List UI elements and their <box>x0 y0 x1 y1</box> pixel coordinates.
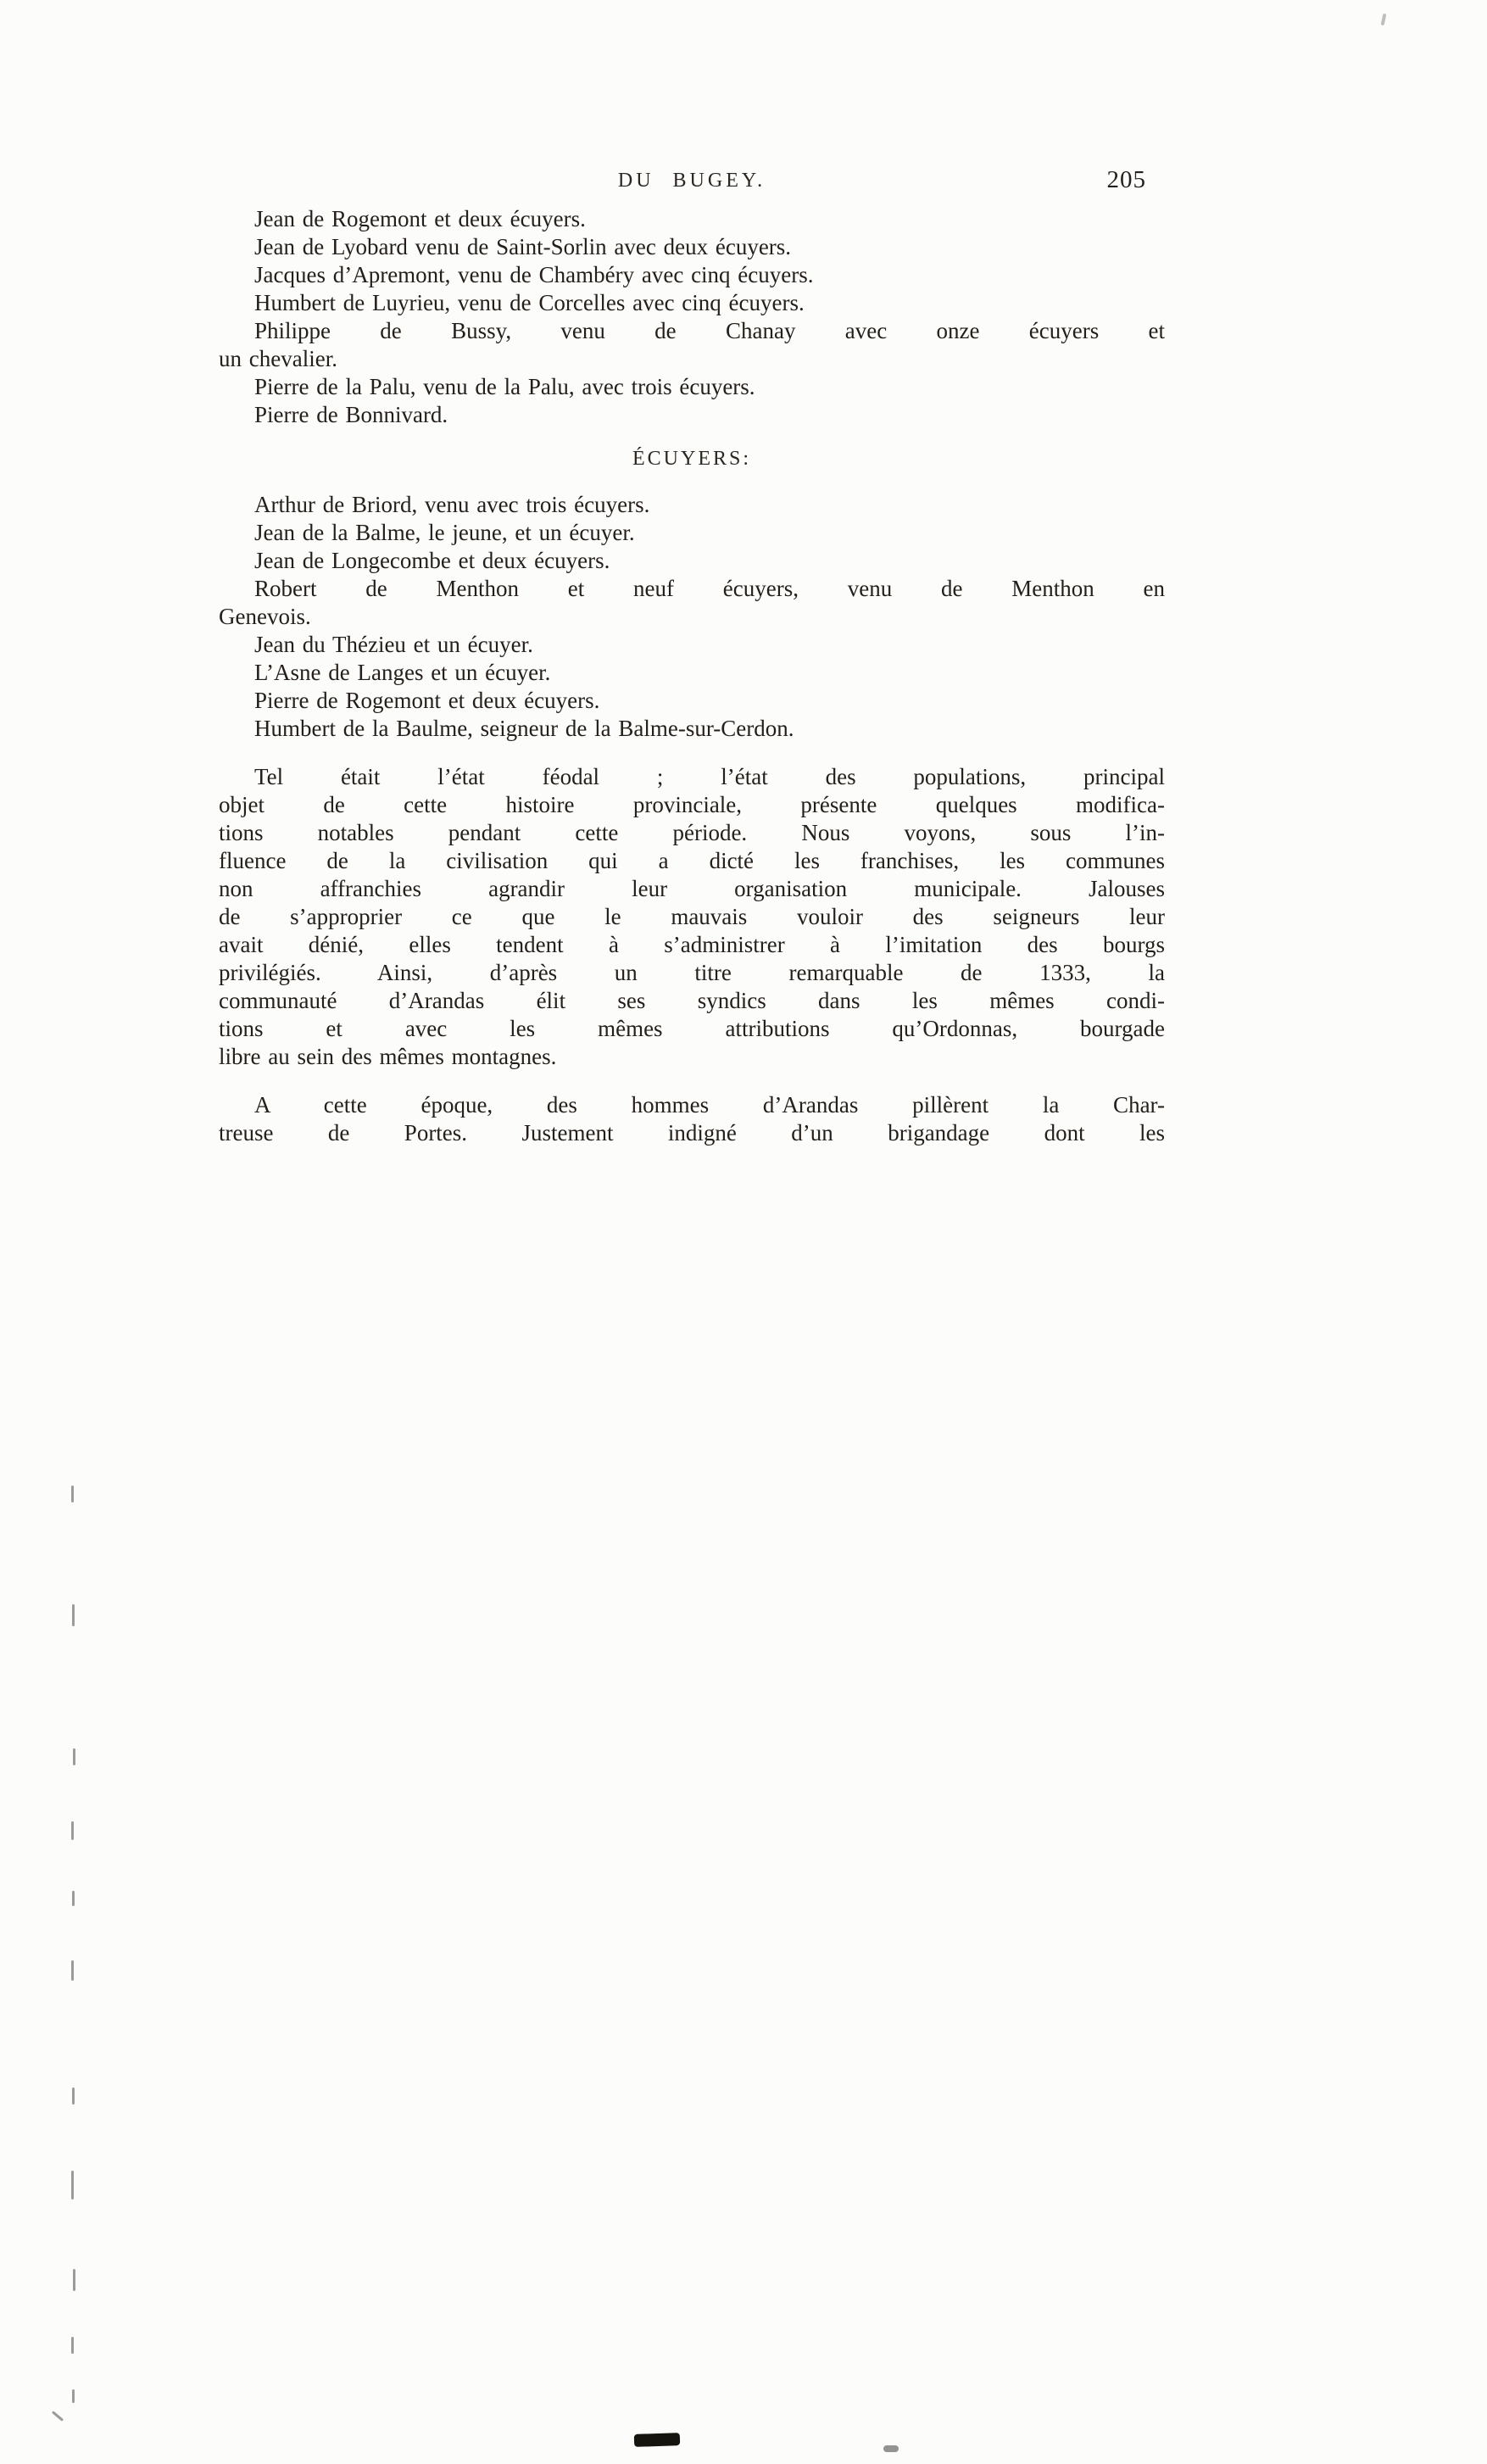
text-line: Genevois. <box>219 604 311 629</box>
scan-artifact <box>71 1821 74 1840</box>
text-line: Jean du Thézieu et un écuyer. <box>254 632 533 657</box>
text-line: Jean de la Balme, le jeune, et un écuyer. <box>254 520 635 545</box>
text-line: Jean de Longecombe et deux écuyers. <box>254 548 610 573</box>
text-line: Jacques d’Apremont, venu de Chambéry avec cinq écuyers. <box>254 262 814 287</box>
scan-artifact <box>71 1960 74 1981</box>
text-line: Jean de Rogemont et deux écuyers. <box>254 206 586 231</box>
text-line: Robert de Menthon et neuf écuyers, venu de Menthon en <box>254 576 1165 601</box>
knights-list <box>219 205 1165 429</box>
scan-artifact <box>72 2389 75 2403</box>
text-line: Philippe de Bussy, venu de Chanay avec onze écuyers et <box>254 318 1165 343</box>
running-title: DU BUGEY. <box>617 170 766 192</box>
squires-list <box>219 491 1165 743</box>
text-line: libre au sein des mêmes montagnes. <box>219 1044 557 1069</box>
scan-artifact <box>52 2411 64 2422</box>
text-line: A cette époque, des hommes d’Arandas pillèrent la Char- <box>254 1092 1165 1118</box>
text-line: avait dénié, elles tendent à s’administrer à l’imitation des bourgs <box>219 932 1165 957</box>
scan-artifact <box>72 1604 75 1626</box>
scan-artifact <box>73 2269 75 2291</box>
page-header <box>219 166 1165 200</box>
text-line: de s’approprier ce que le mauvais vouloir des seigneurs leur <box>219 904 1165 929</box>
text-line: privilégiés. Ainsi, d’après un titre remarquable de 1333, la <box>219 960 1165 985</box>
scan-artifact <box>72 1891 75 1906</box>
text-line: Pierre de la Palu, venu de la Palu, avec trois écuyers. <box>254 374 755 399</box>
text-line: objet de cette histoire provinciale, présente quelques modifica- <box>219 792 1165 817</box>
scan-artifact <box>71 2337 74 2354</box>
text-line: Tel était l’état féodal ; l’état des populations, principal <box>254 764 1165 789</box>
text-line: Jean de Lyobard venu de Saint-Sorlin avec deux écuyers. <box>254 234 792 259</box>
text-line: Pierre de Rogemont et deux écuyers. <box>254 688 600 713</box>
text-line: Humbert de Luyrieu, venu de Corcelles avec cinq écuyers. <box>254 290 805 315</box>
text-line: tions notables pendant cette période. Nous voyons, sous l’in- <box>219 820 1165 845</box>
text-line: Arthur de Briord, venu avec trois écuyers. <box>254 492 650 517</box>
text-line: treuse de Portes. Justement indigné d’un brigandage dont les <box>219 1120 1165 1146</box>
text-line: Humbert de la Baulme, seigneur de la Balme-sur-Cerdon. <box>254 716 794 741</box>
text-column <box>219 166 1165 1147</box>
scan-artifact <box>71 1486 74 1502</box>
text-line: non affranchies agrandir leur organisation municipale. Jalouses <box>219 876 1165 901</box>
scan-artifact <box>73 1748 75 1765</box>
text-line: L’Asne de Langes et un écuyer. <box>254 660 551 685</box>
paragraph-2 <box>219 1091 1165 1147</box>
page-number: 205 <box>1106 166 1146 193</box>
text-line: Pierre de Bonnivard. <box>254 402 448 427</box>
scan-artifact <box>72 2088 75 2104</box>
text-line: communauté d’Arandas élit ses syndics dans les mêmes condi- <box>219 988 1165 1013</box>
scan-artifact <box>1381 14 1387 26</box>
section-heading: ÉCUYERS: <box>632 448 751 470</box>
text-line: tions et avec les mêmes attributions qu’Ordonnas, bourgade <box>219 1016 1165 1041</box>
scan-artifact <box>71 2171 74 2199</box>
scan-artifact <box>883 2445 899 2452</box>
scan-artifact <box>634 2433 680 2447</box>
text-line: fluence de la civilisation qui a dicté les franchises, les communes <box>219 848 1165 873</box>
paragraph-1 <box>219 763 1165 1071</box>
text-line: un chevalier. <box>219 346 337 371</box>
